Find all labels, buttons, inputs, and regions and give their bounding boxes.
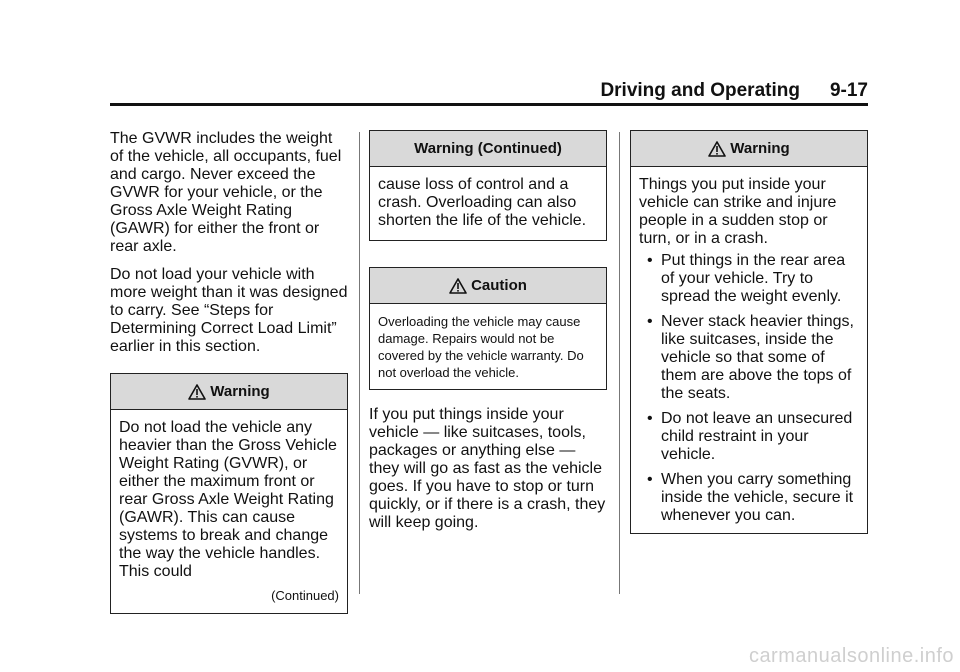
page-number: 9-17 xyxy=(829,80,868,101)
column-1 xyxy=(110,130,348,628)
list-item-text: Do not leave an unsecured child restraint in your vehicle. xyxy=(661,410,853,463)
warning-triangle-icon xyxy=(449,278,467,294)
list-item-text: Put things in the rear area of your vehicle. Try to spread the weight evenly. xyxy=(661,252,846,305)
warning-continued-title: Warning (Continued) xyxy=(370,131,606,167)
warning-text: Do not load the vehicle any heavier than the Gross Vehicle Weight Rating (GVWR), or either the maximum front or rear Gross Axle Weight Rating (GAWR). This can cause systems to break and change the way the vehicle handles. This could xyxy=(119,419,337,580)
cargo-warning-body xyxy=(631,167,867,533)
bullet: • xyxy=(647,410,653,427)
caution-box xyxy=(369,267,607,390)
page-header xyxy=(110,80,868,102)
bullet: • xyxy=(647,252,653,269)
header-rule xyxy=(110,103,868,106)
list-item xyxy=(639,252,859,306)
cargo-warning-intro: Things you put inside your vehicle can strike and injure people in a sudden stop or turn, or in a crash. xyxy=(639,176,837,247)
list-item xyxy=(639,410,859,464)
column-2 xyxy=(369,130,607,542)
list-item xyxy=(639,471,859,525)
warning-continued-body xyxy=(370,167,606,240)
cargo-warning-title xyxy=(631,131,867,167)
continued-label: (Continued) xyxy=(271,588,339,603)
list-item-text: When you carry something inside the vehicle, secure it whenever you can. xyxy=(661,471,854,524)
section-title: Driving and Operating xyxy=(600,80,800,101)
warning-body xyxy=(111,410,347,613)
warning-title xyxy=(111,374,347,410)
cargo-paragraph: If you put things inside your vehicle — like suitcases, tools, packages or anything else — they will go as fast as the vehicle goes. If you have to stop or turn quickly, or if there is a crash, they will keep going. xyxy=(369,406,606,531)
caution-title-text: Caution xyxy=(471,276,527,294)
load-paragraph: Do not load your vehicle with more weight than it was designed to carry. See “Steps for Determining Correct Load Limit” earlier in this section. xyxy=(110,266,348,355)
cargo-warning-box xyxy=(630,130,868,534)
list-item xyxy=(639,313,859,403)
caution-body xyxy=(370,304,606,389)
warning-triangle-icon xyxy=(708,141,726,157)
warning-continued-text: cause loss of control and a crash. Overloading can also shorten the life of the vehicle. xyxy=(378,176,587,229)
bullet: • xyxy=(647,471,653,488)
column-divider-1 xyxy=(359,132,360,594)
caution-title xyxy=(370,268,606,304)
list-item-text: Never stack heavier things, like suitcases, inside the vehicle so that some of them are above the tops of the seats. xyxy=(661,313,854,402)
cargo-warning-title-text: Warning xyxy=(730,139,790,157)
warning-box xyxy=(110,373,348,614)
column-3 xyxy=(630,130,868,548)
cargo-warning-list xyxy=(639,252,859,525)
gvwr-paragraph: The GVWR includes the weight of the vehicle, all occupants, fuel and cargo. Never exceed the GVWR for your vehicle, or the Gross Axle Weight Rating (GAWR) for either the front or rear axle. xyxy=(110,130,342,255)
watermark: carmanualsonline.info xyxy=(748,645,954,667)
warning-title-text: Warning xyxy=(210,382,270,400)
column-divider-2 xyxy=(619,132,620,594)
warning-continued-box xyxy=(369,130,607,241)
warning-triangle-icon xyxy=(188,384,206,400)
bullet: • xyxy=(647,313,653,330)
caution-text: Overloading the vehicle may cause damage. Repairs would not be covered by the vehicle warranty. Do not overload the vehicle. xyxy=(378,314,584,380)
